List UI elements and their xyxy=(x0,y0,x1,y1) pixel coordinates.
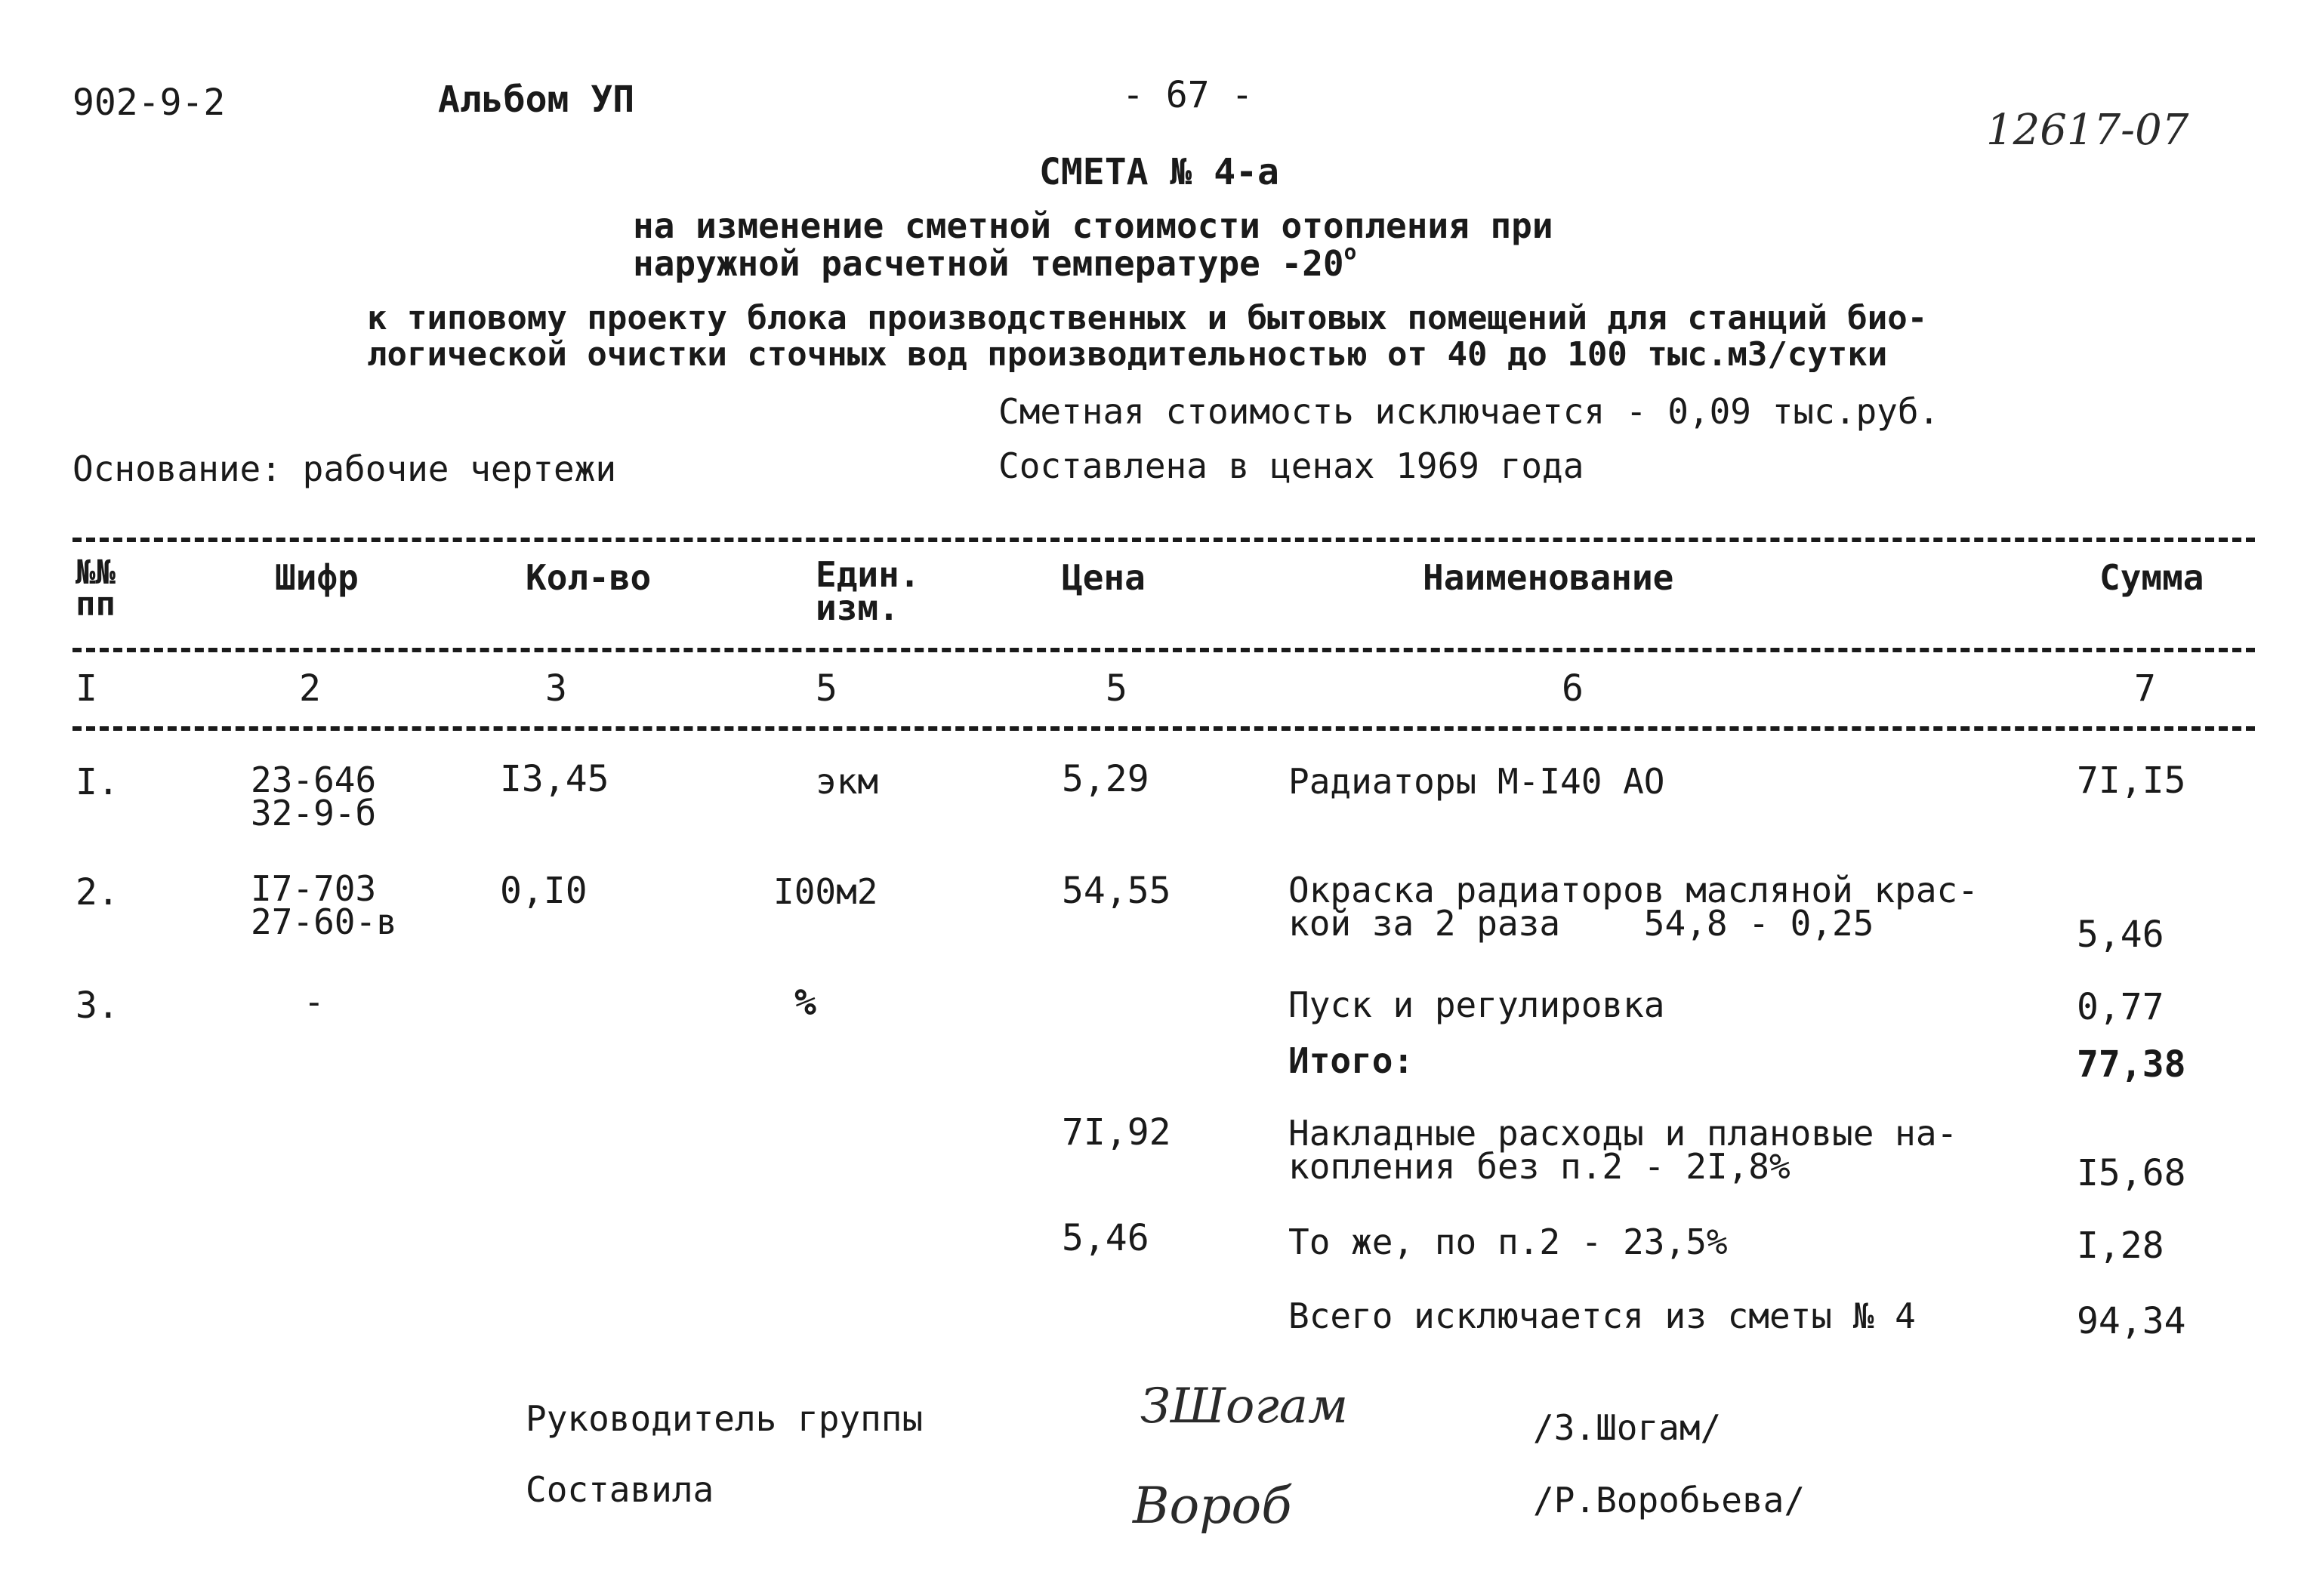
title-line-3: к типовому проекту блока производственных и бытовых помещений для станций био- xyxy=(367,299,1928,337)
header-code: Шифр xyxy=(275,557,359,598)
header-num: №№ пп xyxy=(76,553,116,624)
signature-1: ЗШогам xyxy=(1140,1379,1348,1434)
estimate-title: СМЕТА № 4-а xyxy=(1039,151,1279,193)
row-2-num: 2. xyxy=(76,871,119,914)
col-number-2: 2 xyxy=(299,667,321,710)
column-numbers-rule xyxy=(72,726,2255,731)
signature-name-2: /Р.Воробьева/ xyxy=(1533,1480,1806,1521)
header-sum: Сумма xyxy=(2099,557,2204,598)
col-number-3: 3 xyxy=(545,667,567,710)
album-label: Альбом УП xyxy=(438,79,635,121)
row-3-name: Пуск и регулировка xyxy=(1288,984,1665,1025)
row-1-num: I. xyxy=(76,761,119,803)
col-number-1: I xyxy=(76,667,97,710)
header-price: Цена xyxy=(1062,557,1146,598)
estimated-cost: Сметная стоимость исключается - 0,09 тыс.руб. xyxy=(998,391,1940,432)
overhead2-base: 5,46 xyxy=(1062,1217,1149,1259)
page-number: - 67 - xyxy=(1122,74,1254,116)
title-line-4: логической очистки сточных вод производительностью от 40 до 100 тыс.м3/сутки xyxy=(367,335,1888,374)
overhead-sum: I5,68 xyxy=(2077,1152,2186,1194)
signature-2: Вороб xyxy=(1133,1477,1292,1535)
overhead-name: Накладные расходы и плановые на- копления без п.2 - 2I,8% xyxy=(1288,1113,1958,1187)
header-separator-rule xyxy=(72,648,2255,652)
row-1-qty: I3,45 xyxy=(500,758,609,800)
total-label: Итого: xyxy=(1288,1040,1414,1081)
handwritten-archive-number: 12617-07 xyxy=(1986,106,2189,155)
row-1-name: Радиаторы М-I40 АО xyxy=(1288,761,1665,802)
signature-name-1: /З.Шогам/ xyxy=(1533,1407,1722,1448)
grand-total-label: Всего исключается из сметы № 4 xyxy=(1288,1296,1916,1336)
price-basis: Составлена в ценах 1969 года xyxy=(998,445,1584,486)
grand-total-sum: 94,34 xyxy=(2077,1300,2186,1342)
title-line-2: наружной расчетной температуре $-20^о$ xyxy=(633,239,1357,284)
title-line-1: на изменение сметной стоимости отопления при xyxy=(633,205,1553,246)
total-sum: 77,38 xyxy=(2077,1043,2186,1086)
col-number-4: 5 xyxy=(816,667,837,710)
overhead-base: 7I,92 xyxy=(1062,1111,1171,1154)
col-number-6: 6 xyxy=(1562,667,1584,710)
header-qty: Кол-во xyxy=(526,557,652,598)
row-1-code: 23-646 32-9-б xyxy=(251,759,377,833)
row-1-unit: экм xyxy=(816,761,879,802)
header-unit: Един. изм. xyxy=(816,554,921,628)
row-2-qty: 0,I0 xyxy=(500,870,588,912)
row-3-num: 3. xyxy=(76,984,119,1027)
overhead2-name: То же, по п.2 - 23,5% xyxy=(1288,1222,1728,1262)
col-number-7: 7 xyxy=(2134,667,2156,710)
row-1-sum: 7I,I5 xyxy=(2077,759,2186,802)
row-2-sum: 5,46 xyxy=(2077,914,2164,956)
col-number-5: 5 xyxy=(1106,667,1127,710)
row-3-unit: % xyxy=(794,981,816,1024)
overhead2-sum: I,28 xyxy=(2077,1225,2164,1267)
header-name: Наименование xyxy=(1423,557,1674,598)
row-1-price: 5,29 xyxy=(1062,758,1149,800)
table-top-rule xyxy=(72,538,2255,542)
row-3-code: - xyxy=(304,981,325,1022)
signature-role-2: Составила xyxy=(526,1469,714,1510)
row-2-code: I7-703 27-60-в xyxy=(251,868,397,942)
row-3-sum: 0,77 xyxy=(2077,986,2164,1028)
basis: Основание: рабочие чертежи xyxy=(72,448,617,489)
document-code: 902-9-2 xyxy=(72,82,226,124)
signature-role-1: Руководитель группы xyxy=(526,1398,924,1439)
row-2-unit: I00м2 xyxy=(773,871,878,912)
row-2-price: 54,55 xyxy=(1062,870,1171,912)
row-2-name: Окраска радиаторов масляной крас- кой за 2 раза 54,8 - 0,25 xyxy=(1288,870,1979,944)
